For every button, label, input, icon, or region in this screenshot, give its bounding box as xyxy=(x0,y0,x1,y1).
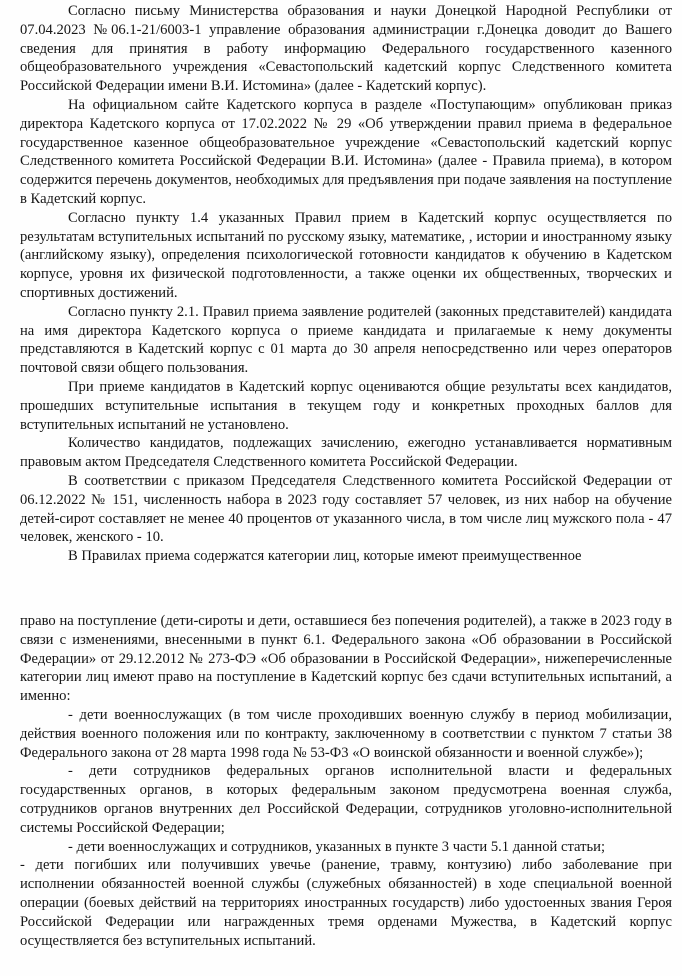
paragraph-preferential-start: В Правилах приема содержатся категории лиц, которые имеют преимущественное xyxy=(68,548,582,565)
paragraph-application-dates: Согласно пункту 2.1. Правил приема заявление родителей (законных представителей) кандидата на имя директора Кадетского корпуса о приеме кандидата и прилагаемые к нему документы представляются в Кадетский корпус с 01 марта до 30 апреля непосредственно или через операторов почтовой связи общего пользования. xyxy=(20,303,672,377)
paragraph-quota-act: Количество кандидатов, подлежащих зачислению, ежегодно устанавливается нормативным правовым актом Председателя Следственного комитета Российской Федерации. xyxy=(20,435,672,471)
paragraph-letter-reference: Согласно письму Министерства образования и науки Донецкой Народной Республики от 07.04.2023 №06.1-21/6003-1 управление образования администрации г.Донецка доводит до Вашего сведения для принятия в работу информацию Федерального государственного казенного общеобразовательного учреждения «Севастопольский кадетский корпус Следственного комитета Российской Федерации имени В.И. Истомина» (далее - Кадетский корпус). xyxy=(20,3,672,95)
paragraph-entrance-tests: Согласно пункту 1.4 указанных Правил прием в Кадетский корпус осуществляется по результатам вступительных испытаний по русскому языку, математике, , истории и иностранному языку (английскому языку), определения психологической готовности кандидатов к обучению в Кадетском корпусе, уровня их физической подготовленности, а также оценки их общественных, творческих и спортивных достижений. xyxy=(20,209,672,301)
list-item-fallen-heroes-children: - дети погибших или получивших увечье (ранение, травму, контузию) либо заболевание при исполнении обязанностей военной службы (служебных обязанностей) в ходе специальной военной операции (боевых действий на территориях иностранных государств) либо удостоенных звания Героя Российской Федерации или награжденных тремя орденами Мужества, в Кадетский корпус осуществляется без вступительных испытаний. xyxy=(20,857,672,949)
paragraph-evaluation: При приеме кандидатов в Кадетский корпус оцениваются общие результаты всех кандидатов, прошедших вступительные испытания в текущем году и конкретных проходных баллов для вступительных испытаний не установлено. xyxy=(20,378,672,433)
list-item-military-children: - дети военнослужащих (в том числе проходивших военную службу в период мобилизации, действия военного положения или по контракту, заключенному в соответствии с пунктом 7 статьи 38 Федерального закона от 28 марта 1998 года № 53-Ф3 «О воинской обязанности и военной службе»); xyxy=(20,706,672,761)
document-block-bottom xyxy=(20,612,672,950)
paragraph-preferential-continued: право на поступление (дети-сироты и дети, оставшиеся без попечения родителей), а также в 2023 году в связи с изменениями, внесенными в пункт 6.1. Федерального закона «Об образовании в Российской Федерации» от 29.12.2012 № 273-ФЭ «Об образовании в Российской Федерации», нижеперечисленные категории лиц имеют право на поступление в Кадетский корпус без сдачи вступительных испытаний, а именно: xyxy=(20,613,672,705)
list-item-federal-employees-children: - дети сотрудников федеральных органов исполнительной власти и федеральных государственных органов, в которых федеральным законом предусмотрена военная служба, сотрудников органов внутренних дел Российской Федерации, сотрудников уголовно-исполнительной системы Российской Федерации; xyxy=(20,763,672,836)
document-block-top xyxy=(20,2,672,566)
paragraph-official-site: На официальном сайте Кадетского корпуса в разделе «Поступающим» опубликован приказ директора Кадетского корпуса от 17.02.2022 № 29 «Об утверждении правил приема в федеральное государственное казенное общеобразовательное учреждение «Севастопольский кадетский корпус Следственного комитета Российской Федерации В.И. Истомина» (далее - Правила приема), в котором содержится перечень документов, необходимых для предъявления при подаче заявления на поступление в Кадетский корпус. xyxy=(20,96,672,207)
paragraph-enrollment-numbers: В соответствии с приказом Председателя Следственного комитета Российской Федерации от 06.12.2022 № 151, численность набора в 2023 году составляет 57 человек, из них набор на обучение детей-сирот составляет не менее 40 процентов от указанного числа, в том числе лиц мужского пола - 47 человек, женского - 10. xyxy=(20,472,672,546)
list-item-specified-children: - дети военнослужащих и сотрудников, указанных в пункте 3 части 5.1 данной статьи; xyxy=(68,838,606,855)
